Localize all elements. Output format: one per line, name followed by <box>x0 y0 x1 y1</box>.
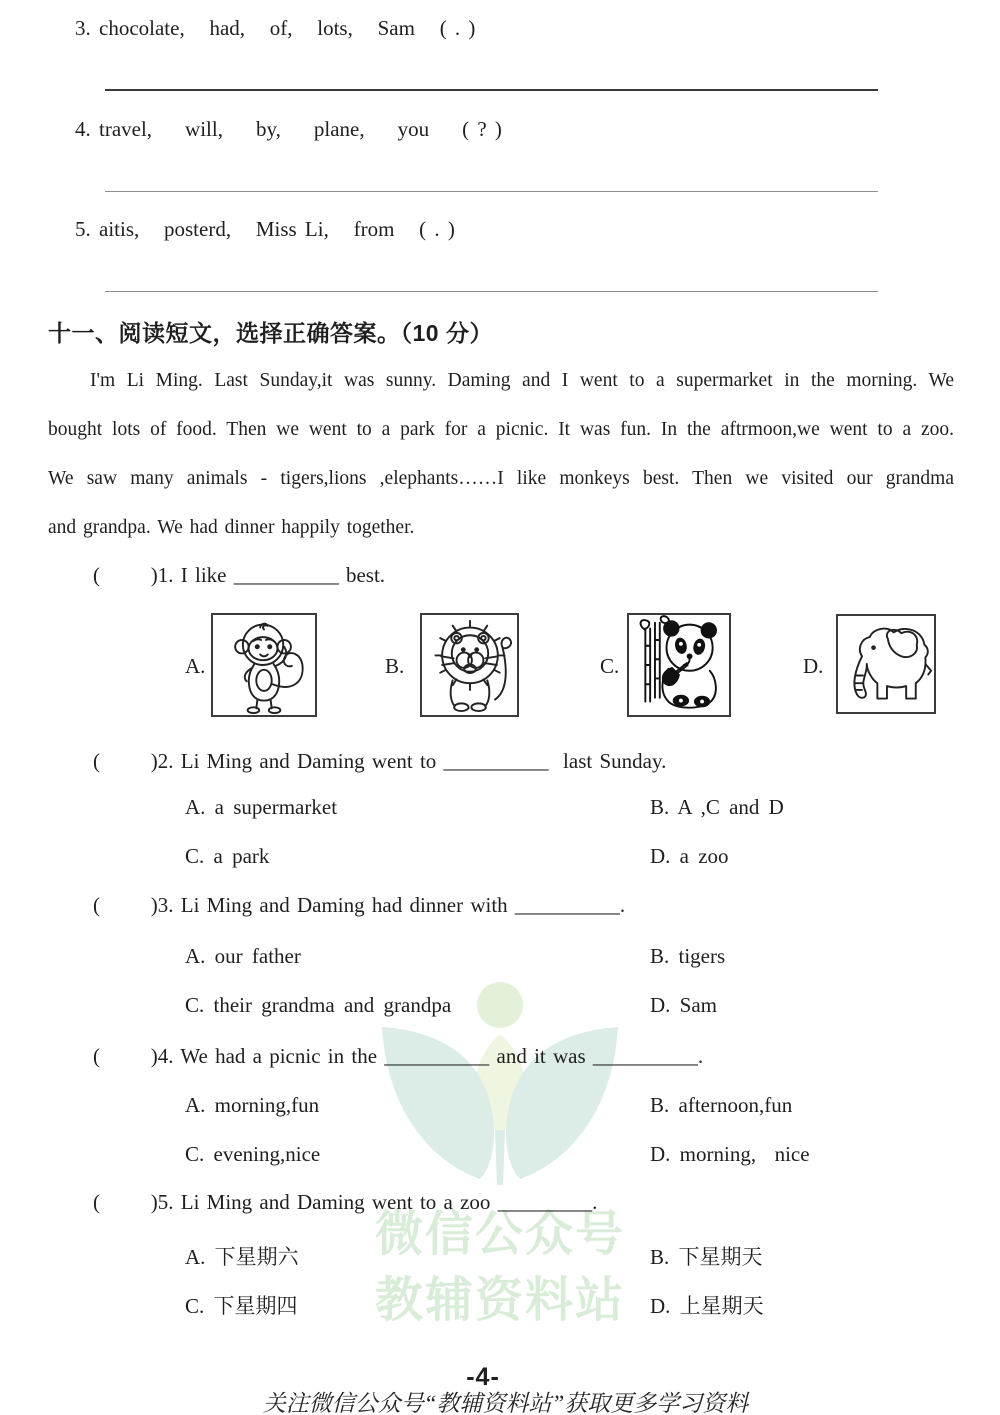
lion-image <box>420 613 519 717</box>
page-number: -4- <box>466 1363 500 1391</box>
watermark-text-line2: 教辅资料站 <box>374 1274 625 1327</box>
q1-option-c-label: C. <box>600 654 620 678</box>
reading-passage <box>48 356 954 552</box>
q4-option-d: D. morning, nice <box>650 1142 810 1166</box>
q5-option-c: C. 下星期四 <box>185 1294 298 1318</box>
passage-line: I'm Li Ming. Last Sunday,it was sunny. Daming and I went to a supermarket in the morning. We <box>90 370 954 391</box>
watermark-text-line1: 微信公众号 <box>374 1208 625 1261</box>
q1-option-d-label: D. <box>803 654 824 678</box>
question-4-stem: ( )4. We had a picnic in the __________ and it was __________. <box>93 1044 704 1068</box>
q3-option-c: C. their grandma and grandpa <box>185 993 452 1017</box>
word-order-item-4: 4. travel, will, by, plane, you ( ? ) <box>75 117 502 141</box>
answer-line-2 <box>105 191 878 192</box>
q3-option-d: D. Sam <box>650 993 717 1017</box>
word-order-item-3: 3. chocolate, had, of, lots, Sam ( . ) <box>75 16 476 40</box>
q4-option-b: B. afternoon,fun <box>650 1093 793 1117</box>
q5-option-a: A. 下星期六 <box>185 1245 299 1269</box>
word-order-item-5: 5. aitis, posterd, Miss Li, from ( . ) <box>75 217 455 241</box>
panda-image <box>627 613 731 717</box>
section-heading: 十一、阅读短文，选择正确答案。（10 分） <box>48 320 493 346</box>
q4-option-c: C. evening,nice <box>185 1142 321 1166</box>
q5-option-b: B. 下星期天 <box>650 1245 763 1269</box>
question-2-stem: ( )2. Li Ming and Daming went to __________ last Sunday. <box>93 749 667 773</box>
q4-option-a: A. morning,fun <box>185 1093 320 1117</box>
q5-option-d: D. 上星期天 <box>650 1294 764 1318</box>
q3-option-b: B. tigers <box>650 944 726 968</box>
footer-note: 关注微信公众号“教辅资料站”获取更多学习资料 <box>262 1391 749 1415</box>
q3-option-a: A. our father <box>185 944 301 968</box>
q2-option-d: D. a zoo <box>650 844 729 868</box>
q1-option-b-label: B. <box>385 654 405 678</box>
passage-line: and grandpa. We had dinner happily together. <box>48 517 415 538</box>
answer-line-1 <box>105 89 878 91</box>
elephant-image <box>836 614 936 714</box>
q2-option-c: C. a park <box>185 844 270 868</box>
question-3-stem: ( )3. Li Ming and Daming had dinner with __________. <box>93 893 626 917</box>
q1-option-a-label: A. <box>185 654 206 678</box>
passage-line: bought lots of food. Then we went to a park for a picnic. It was fun. In the aftrmoon,we went to a zoo. <box>48 419 954 440</box>
answer-line-3 <box>105 291 878 292</box>
q2-option-b: B. A ,C and D <box>650 795 784 819</box>
question-1-stem: ( )1. I like __________ best. <box>93 563 386 587</box>
monkey-image <box>211 613 317 717</box>
q2-option-a: A. a supermarket <box>185 795 338 819</box>
passage-line: We saw many animals - tigers,lions ,elephants……I like monkeys best. Then we visited our grandma <box>48 468 954 489</box>
question-5-stem: ( )5. Li Ming and Daming went to a zoo _________. <box>93 1190 598 1214</box>
